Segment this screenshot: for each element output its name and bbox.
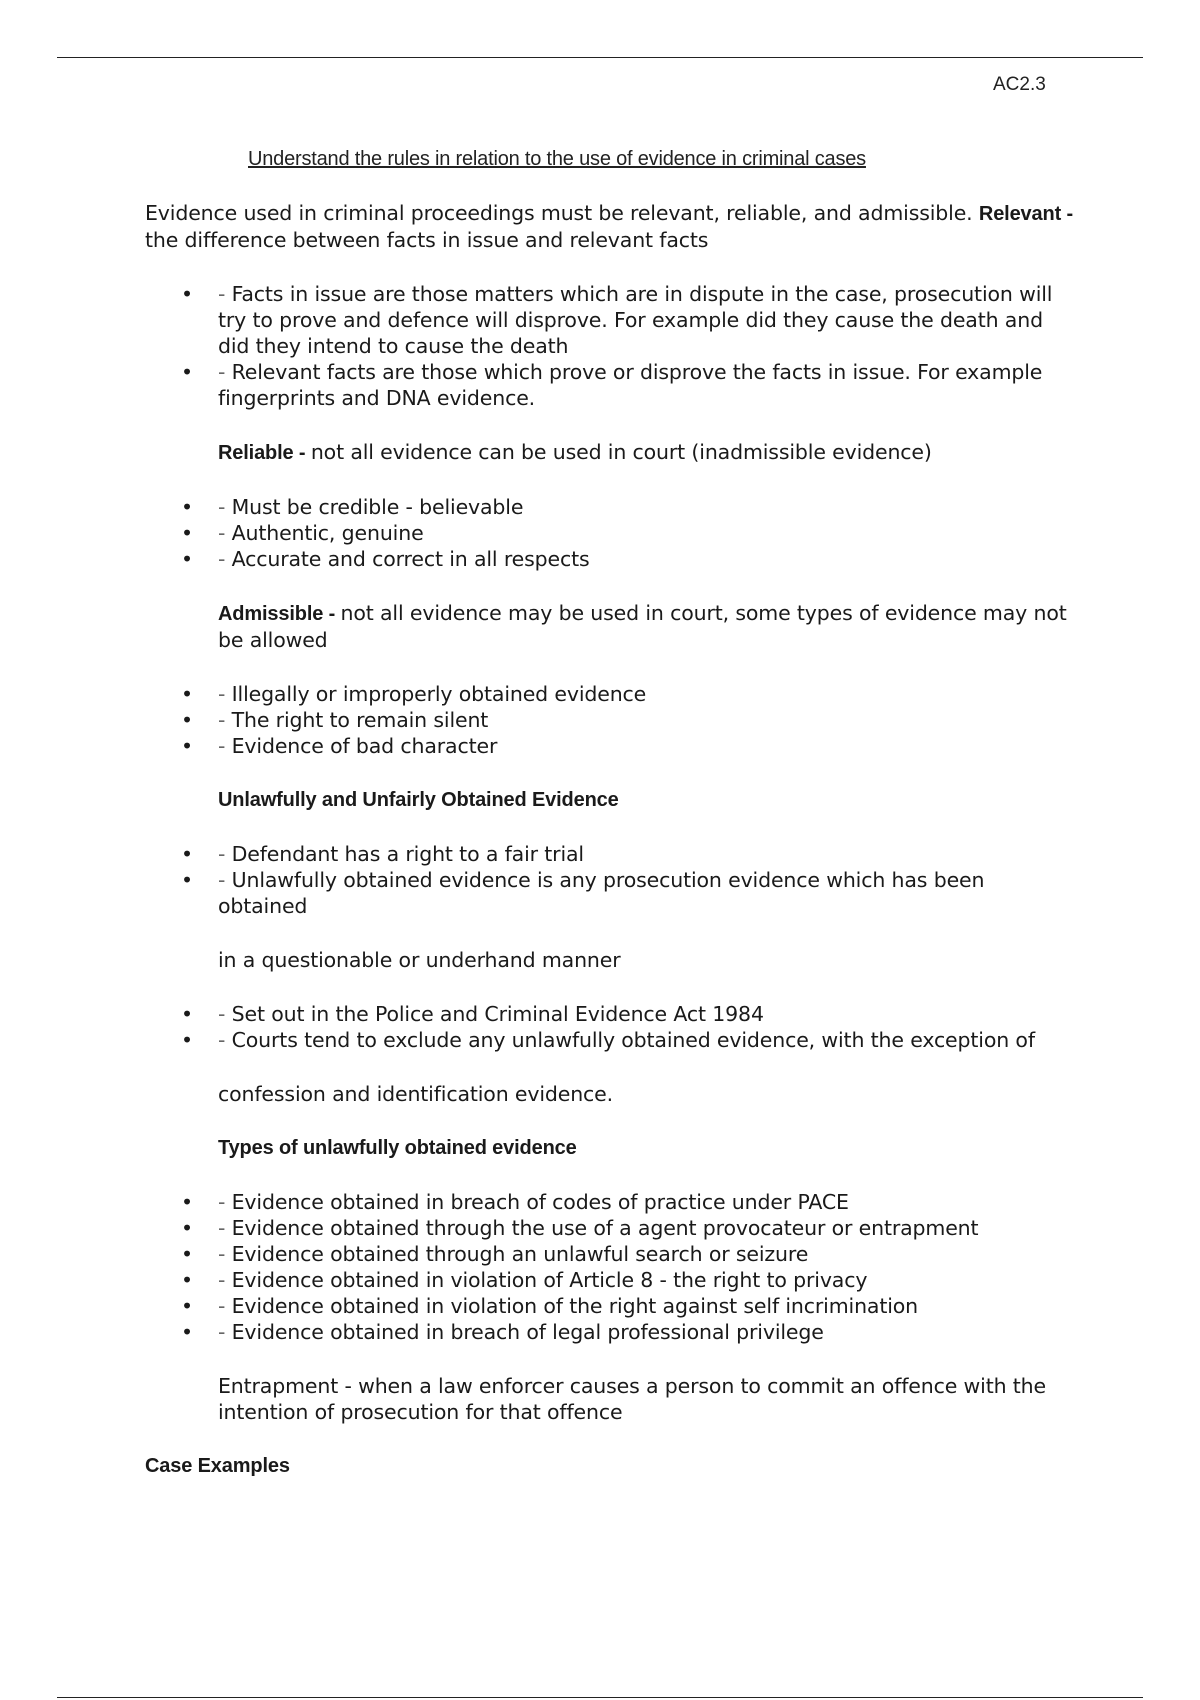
bullet-icon: • [181,521,193,545]
dash-marker: - [218,1216,232,1240]
dash-marker: - [218,1242,232,1266]
dash-marker: - [218,1268,232,1292]
list-item [145,494,1075,520]
list-item [145,359,1075,411]
dash-marker: - [218,282,232,306]
reliable-text: not all evidence can be used in court (inadmissible evidence) [310,440,932,464]
dash-marker: - [218,868,232,892]
dash-marker: - [218,1294,232,1318]
list-item-text: Evidence of bad character [231,734,498,758]
bullet-icon: • [181,1216,193,1240]
bullet-icon: • [181,1242,193,1266]
reliable-paragraph [145,439,1075,466]
list-item [145,546,1075,572]
dash-marker: - [218,521,232,545]
unlawful-continuation-b: confession and identification evidence. [218,1082,614,1106]
bullet-icon: • [181,1294,193,1318]
page-title: Understand the rules in relation to the use of evidence in criminal cases [248,148,866,170]
bullet-icon: • [181,1028,193,1052]
list-item [145,1027,1075,1053]
dash-marker: - [218,682,232,706]
types-heading: Types of unlawfully obtained evidence [218,1137,577,1159]
list-item [145,681,1075,707]
dash-marker: - [218,842,232,866]
admissible-text: not all evidence may be used in court, some types of evidence may not be allowed [218,601,1067,652]
bullet-icon: • [181,1002,193,1026]
intro-paragraph [145,200,1075,253]
bullet-icon: • [181,282,193,306]
list-item-text: Defendant has a right to a fair trial [231,842,584,866]
dash-marker: - [218,708,232,732]
list-item-text: Evidence obtained in breach of legal professional privilege [231,1320,824,1344]
list-item-text: Set out in the Police and Criminal Evidence Act 1984 [231,1002,764,1026]
reliable-points-list [145,494,1075,572]
dash-marker: - [218,1002,232,1026]
bullet-icon: • [181,1190,193,1214]
list-item [145,733,1075,759]
entrapment-definition: Entrapment - when a law enforcer causes a person to commit an offence with the intention of prosecution for that offence [218,1374,1046,1424]
list-item [145,1267,1075,1293]
list-item-text: The right to remain silent [231,708,489,732]
list-item [145,867,1075,919]
list-item [145,707,1075,733]
bullet-icon: • [181,868,193,892]
footer-rule [57,1697,1143,1698]
bullet-icon: • [181,734,193,758]
list-item-text: Evidence obtained in breach of codes of practice under PACE [231,1190,849,1214]
unlawful-points-list-a [145,841,1075,919]
document-code: AC2.3 [993,74,1046,95]
bullet-icon: • [181,682,193,706]
bullet-icon: • [181,495,193,519]
bullet-icon: • [181,842,193,866]
bullet-icon: • [181,1320,193,1344]
list-item-text: Must be credible - believable [231,495,524,519]
list-item-text: Evidence obtained in violation of Article 8 - the right to privacy [231,1268,868,1292]
dash-marker: - [218,360,232,384]
admissible-paragraph [145,600,1075,653]
dash-marker: - [218,734,232,758]
unlawful-heading: Unlawfully and Unfairly Obtained Evidence [218,789,619,811]
dash-marker: - [218,1028,232,1052]
list-item [145,1001,1075,1027]
list-item-text: Authentic, genuine [231,521,424,545]
bullet-icon: • [181,547,193,571]
list-item [145,1319,1075,1345]
list-item [145,841,1075,867]
list-item [145,1293,1075,1319]
list-item-text: Relevant facts are those which prove or disprove the facts in issue. For example fingerprints and DNA evidence. [218,360,1043,410]
dash-marker: - [218,547,232,571]
list-item-text: Facts in issue are those matters which are in dispute in the case, prosecution will try to prove and defence will disprove. For example did they cause the death and did they intend to cause the death [218,282,1053,358]
reliable-label: Reliable - [218,442,311,464]
list-item-text: Evidence obtained in violation of the right against self incrimination [231,1294,918,1318]
dash-marker: - [218,495,232,519]
list-item-text: Evidence obtained through an unlawful search or seizure [231,1242,809,1266]
admissible-points-list [145,681,1075,759]
case-examples-heading: Case Examples [145,1455,290,1477]
relevant-text: the difference between facts in issue and relevant facts [145,228,709,252]
list-item-text: Accurate and correct in all respects [231,547,590,571]
intro-text: Evidence used in criminal proceedings must be relevant, reliable, and admissible. [145,201,979,225]
list-item [145,1189,1075,1215]
list-item-text: Courts tend to exclude any unlawfully obtained evidence, with the exception of [231,1028,1035,1052]
unlawful-points-list-b [145,1001,1075,1053]
list-item [145,1215,1075,1241]
list-item [145,520,1075,546]
list-item [145,1241,1075,1267]
list-item [145,281,1075,359]
dash-marker: - [218,1320,232,1344]
admissible-label: Admissible - [218,603,341,625]
header-rule [57,57,1143,58]
relevant-label: Relevant - [978,203,1073,225]
bullet-icon: • [181,1268,193,1292]
document-body [145,200,1075,1479]
list-item-text: Illegally or improperly obtained evidence [231,682,647,706]
unlawful-continuation-a: in a questionable or underhand manner [218,948,621,972]
types-points-list [145,1189,1075,1345]
bullet-icon: • [181,360,193,384]
list-item-text: Evidence obtained through the use of a agent provocateur or entrapment [231,1216,979,1240]
list-item-text: Unlawfully obtained evidence is any prosecution evidence which has been obtained [218,868,985,918]
bullet-icon: • [181,708,193,732]
relevant-points-list [145,281,1075,411]
dash-marker: - [218,1190,232,1214]
